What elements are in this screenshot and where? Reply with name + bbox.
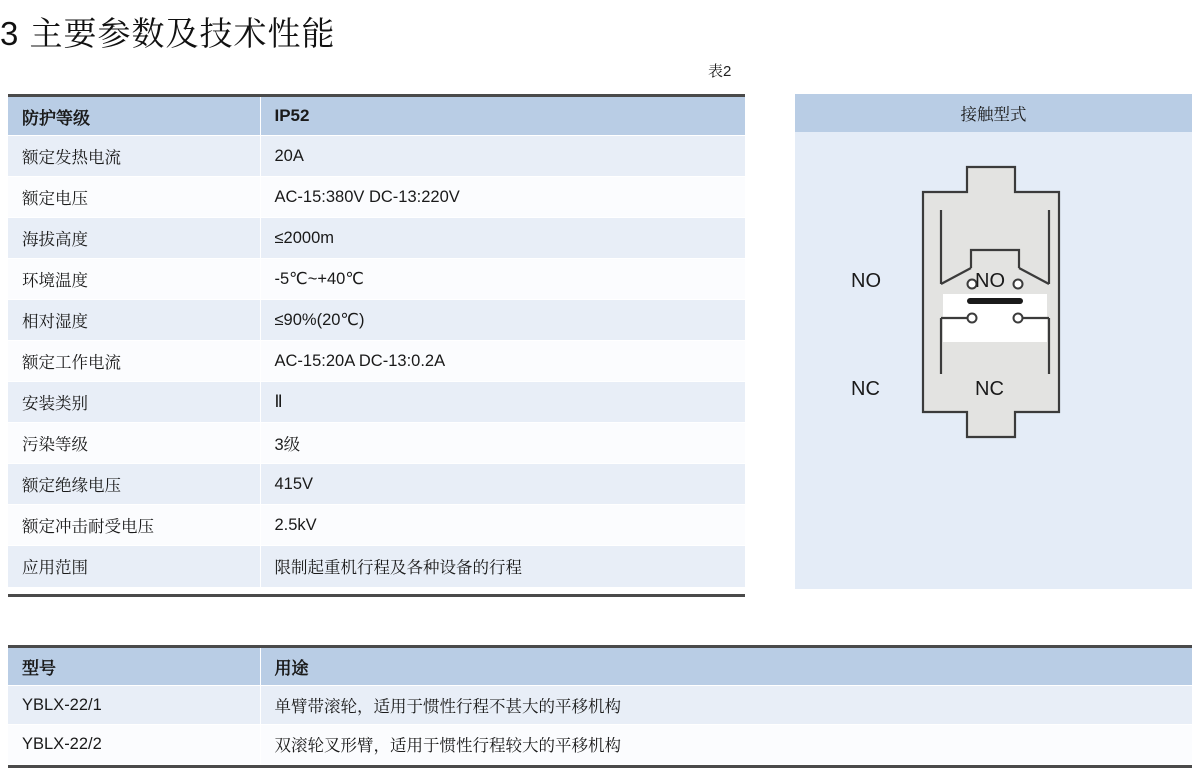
contact-type-panel — [795, 94, 1192, 589]
model-header-cell-0: 型号 — [8, 647, 260, 686]
spec-value-9: 2.5kV — [260, 505, 745, 546]
spec-label-10: 应用范围 — [8, 546, 260, 587]
spec-value-8: 415V — [260, 464, 745, 505]
spec-label-9: 额定冲击耐受电压 — [8, 505, 260, 546]
nc-contact-point-left — [968, 314, 977, 323]
spec-label-6: 安装类别 — [8, 382, 260, 423]
table-row — [8, 505, 745, 546]
model-table — [8, 645, 1192, 764]
table-row — [8, 725, 1192, 764]
model-usage-0: 单臂带滚轮，适用于惯性行程不甚大的平移机构 — [260, 686, 1192, 725]
spec-value-1: AC-15:380V DC-13:220V — [260, 177, 745, 218]
spec-label-3: 环境温度 — [8, 259, 260, 300]
spec-table-bottom-rule — [8, 594, 745, 597]
table-row — [8, 259, 745, 300]
contact-type-diagram — [795, 132, 1192, 589]
label-no-left: NO — [851, 270, 881, 292]
table-row — [8, 546, 745, 587]
spec-label-4: 相对湿度 — [8, 300, 260, 341]
contact-panel-title: 接触型式 — [795, 94, 1192, 132]
spec-label-1: 额定电压 — [8, 177, 260, 218]
nc-bridge-bar — [967, 298, 1023, 304]
spec-table — [8, 94, 745, 587]
spec-value-5: AC-15:20A DC-13:0.2A — [260, 341, 745, 382]
spec-label-5: 额定工作电流 — [8, 341, 260, 382]
no-contact-point-right — [1014, 280, 1023, 289]
nc-contact-point-right — [1014, 314, 1023, 323]
spec-header-cell-0: 防护等级 — [8, 96, 260, 136]
spec-value-6: Ⅱ — [260, 382, 745, 423]
model-name-1: YBLX-22/2 — [8, 725, 260, 764]
model-header-cell-1: 用途 — [260, 647, 1192, 686]
spec-value-7: 3级 — [260, 423, 745, 464]
spec-label-2: 海拔高度 — [8, 218, 260, 259]
table-row — [8, 686, 1192, 725]
table-row — [8, 300, 745, 341]
model-table-bottom-rule — [8, 765, 1192, 768]
spec-label-8: 额定绝缘电压 — [8, 464, 260, 505]
spec-value-3: -5℃~+40℃ — [260, 259, 745, 300]
table-row — [8, 136, 745, 177]
spec-table-header-row — [8, 96, 745, 136]
model-name-0: YBLX-22/1 — [8, 686, 260, 725]
table-row — [8, 341, 745, 382]
model-table-header-row — [8, 647, 1192, 686]
label-nc-left: NC — [851, 378, 880, 400]
spec-value-0: 20A — [260, 136, 745, 177]
table-row — [8, 423, 745, 464]
page-title: 3 主要参数及技术性能 — [0, 15, 336, 52]
model-usage-1: 双滚轮叉形臂，适用于惯性行程较大的平移机构 — [260, 725, 1192, 764]
spec-value-2: ≤2000m — [260, 218, 745, 259]
contact-diagram-wrap — [795, 132, 1192, 589]
table-row — [8, 464, 745, 505]
spec-value-10: 限制起重机行程及各种设备的行程 — [260, 546, 745, 587]
spec-label-0: 额定发热电流 — [8, 136, 260, 177]
spec-header-cell-1: IP52 — [260, 96, 745, 136]
spec-value-4: ≤90%(20℃) — [260, 300, 745, 341]
label-no-right: NO — [975, 270, 1005, 292]
table-caption: 表2 — [708, 63, 732, 80]
label-nc-right: NC — [975, 378, 1004, 400]
table-row — [8, 177, 745, 218]
spec-label-7: 污染等级 — [8, 423, 260, 464]
table-row — [8, 218, 745, 259]
table-row — [8, 382, 745, 423]
